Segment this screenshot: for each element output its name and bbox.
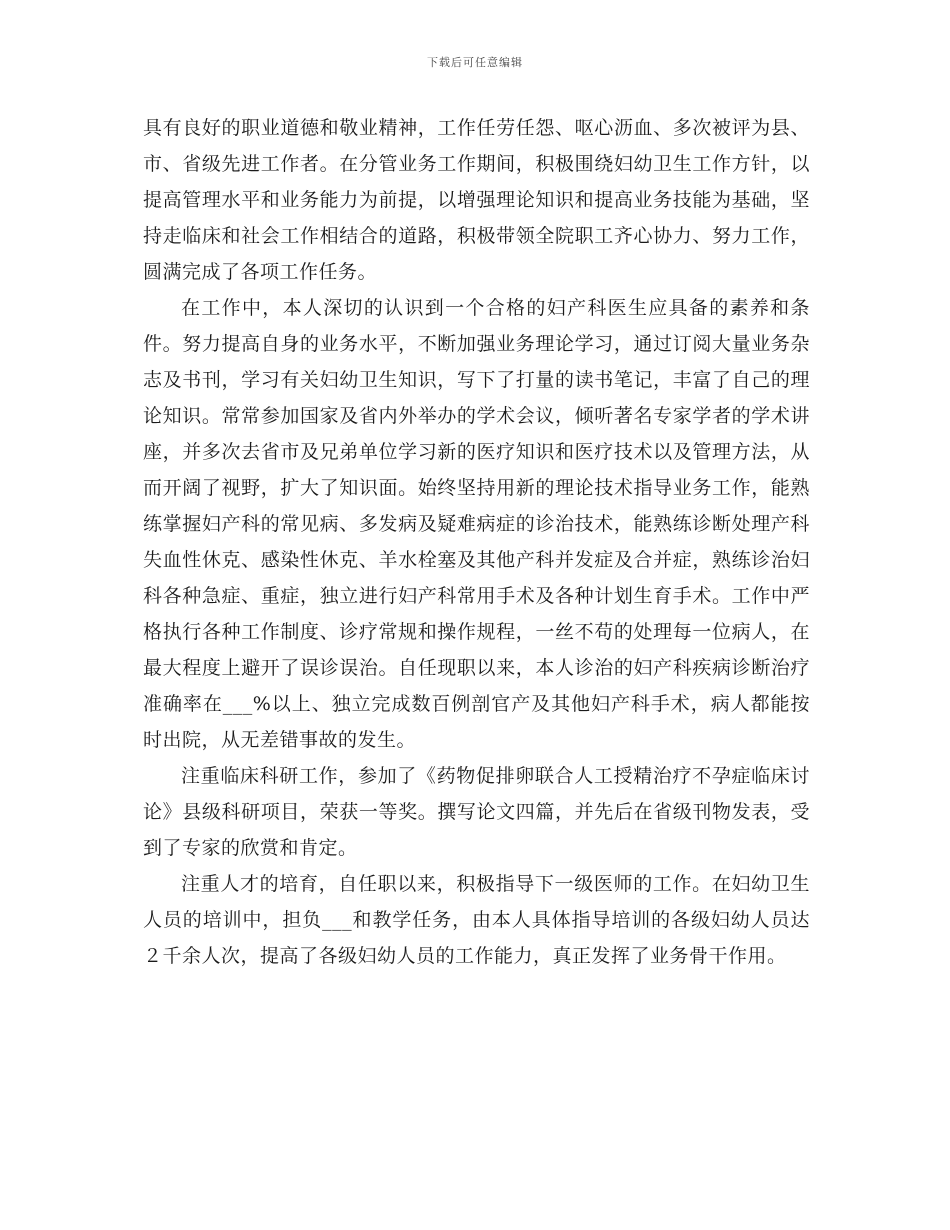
paragraph-4: 注重人才的培育，自任职以来，积极指导下一级医师的工作。在妇幼卫生人员的培训中，担负___和教学任务，由本人具体指导培训的各级妇幼人员达２千余人次，提高了各级妇幼人员的工作能力，真正发挥了业务骨干作用。: [143, 873, 810, 967]
document-body: [143, 110, 810, 974]
paragraph-2: 在工作中，本人深切的认识到一个合格的妇产科医生应具备的素养和条件。努力提高自身的业务水平，不断加强业务理论学习，通过订阅大量业务杂志及书刊，学习有关妇幼卫生知识，写下了打量的读书笔记，丰富了自己的理论知识。常常参加国家及省内外举办的学术会议，倾听著名专家学者的学术讲座，并多次去省市及兄弟单位学习新的医疗知识和医疗技术以及管理方法，从而开阔了视野，扩大了知识面。始终坚持用新的理论技术指导业务工作，能熟练掌握妇产科的常见病、多发病及疑难病症的诊治技术，能熟练诊断处理产科失血性休克、感染性休克、羊水栓塞及其他产科并发症及合并症，熟练诊治妇科各种急症、重症，独立进行妇产科常用手术及各种计划生育手术。工作中严格执行各种工作制度、诊疗常规和操作规程，一丝不苟的处理每一位病人，在最大程度上避开了误诊误治。自任现职以来，本人诊治的妇产科疾病诊断治疗准确率在___%以上、独立完成数百例剖官产及其他妇产科手术，病人都能按时出院，从无差错事故的发生。: [143, 297, 810, 751]
page-header: 下载后可任意编辑: [427, 56, 523, 69]
paragraph-1: 具有良好的职业道德和敬业精神，工作任劳任怨、呕心沥血、多次被评为县、市、省级先进工作者。在分管业务工作期间，积极围绕妇幼卫生工作方针，以提高管理水平和业务能力为前提，以增强理论知识和提高业务技能为基础，坚持走临床和社会工作相结合的道路，积极带领全院职工齐心协力、努力工作，圆满完成了各项工作任务。: [143, 117, 810, 283]
paragraph-3: 注重临床科研工作，参加了《药物促排卵联合人工授精治疗不孕症临床讨论》县级科研项目，荣获一等奖。撰写论文四篇，并先后在省级刊物发表，受到了专家的欣赏和肯定。: [143, 765, 810, 859]
